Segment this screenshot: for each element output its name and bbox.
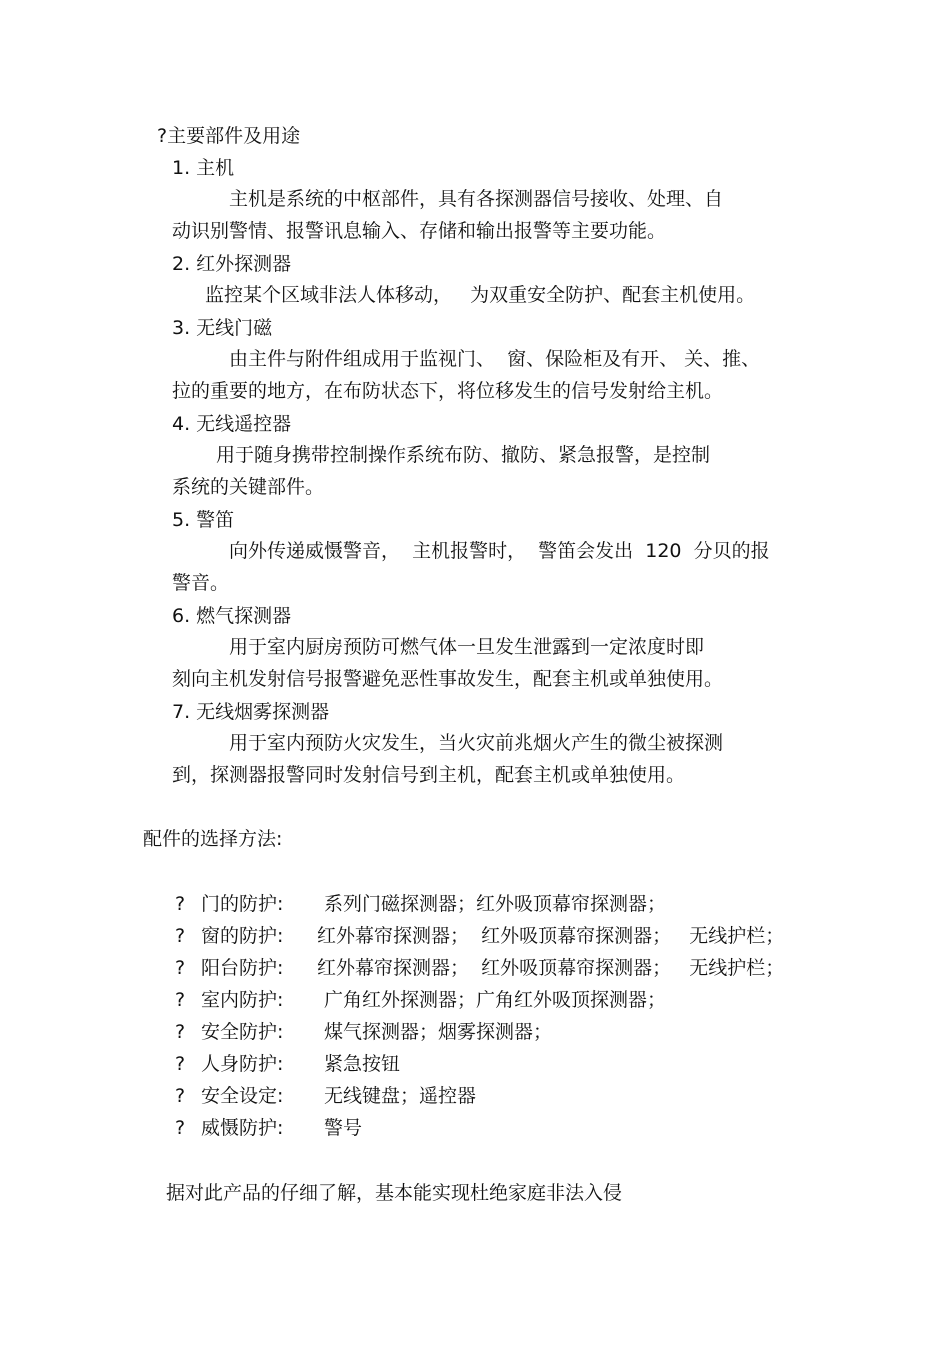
component-heading: 6. 燃气探测器 <box>172 605 292 627</box>
component-desc: 刻向主机发射信号报警避免恶性事故发生，配套主机或单独使用。 <box>172 668 724 690</box>
accessory-value: 煤气探测器；烟雾探测器； <box>324 1021 553 1043</box>
component-heading: 7. 无线烟雾探测器 <box>172 701 330 723</box>
accessory-label: 安全防护: <box>201 1021 284 1043</box>
accessory-label: 威慑防护: <box>201 1117 284 1139</box>
component-desc: 向外传递威慑警音， 主机报警时， 警笛会发出 120 分贝的报 <box>229 540 770 562</box>
component-desc: 系统的关键部件。 <box>172 476 325 498</box>
component-desc: 用于随身携带控制操作系统布防、撤防、紧急报警，是控制 <box>216 444 711 466</box>
component-desc: 监控某个区域非法人体移动， 为双重安全防护、配套主机使用。 <box>205 284 756 306</box>
bullet-mark: ? <box>175 1021 186 1043</box>
accessory-value: 广角红外探测器；广角红外吸顶探测器； <box>324 989 667 1011</box>
component-heading: 3. 无线门磁 <box>172 317 273 339</box>
component-desc: 拉的重要的地方，在布防状态下，将位移发生的信号发射给主机。 <box>172 380 724 402</box>
bullet-mark: ? <box>175 893 186 915</box>
accessory-label: 人身防护: <box>201 1053 284 1075</box>
accessory-value: 紧急按钮 <box>324 1053 401 1075</box>
accessory-value: 系列门磁探测器；红外吸顶幕帘探测器； <box>324 893 667 915</box>
component-desc: 动识别警情、报警讯息输入、存储和输出报警等主要功能。 <box>172 220 667 242</box>
component-heading: 5. 警笛 <box>172 509 235 531</box>
accessory-label: 阳台防护: <box>201 957 284 979</box>
section-title: ?主要部件及用途 <box>157 125 301 147</box>
accessory-label: 门的防护: <box>201 893 284 915</box>
component-heading: 4. 无线遥控器 <box>172 413 292 435</box>
bullet-mark: ? <box>175 1085 186 1107</box>
accessory-label: 窗的防护: <box>201 925 284 947</box>
component-desc: 用于室内厨房预防可燃气体一旦发生泄露到一定浓度时即 <box>229 636 705 658</box>
bullet-mark: ? <box>175 1053 186 1075</box>
component-desc: 由主件与附件组成用于监视门、 窗、保险柜及有开、 关、推、 <box>229 348 761 370</box>
accessory-value: 红外幕帘探测器； 红外吸顶幕帘探测器； 无线护栏； <box>317 957 785 979</box>
bullet-mark: ? <box>175 957 186 979</box>
bullet-mark: ? <box>175 989 186 1011</box>
conclusion-text: 据对此产品的仔细了解，基本能实现杜绝家庭非法入侵 <box>166 1182 623 1204</box>
accessory-value: 警号 <box>324 1117 363 1139</box>
accessory-label: 室内防护: <box>201 989 284 1011</box>
accessories-title: 配件的选择方法: <box>143 828 283 850</box>
component-heading: 2. 红外探测器 <box>172 253 292 275</box>
component-desc: 警音。 <box>172 572 230 594</box>
component-desc: 主机是系统的中枢部件，具有各探测器信号接收、处理、自 <box>229 188 724 210</box>
component-desc: 用于室内预防火灾发生，当火灾前兆烟火产生的微尘被探测 <box>229 732 724 754</box>
accessory-label: 安全设定: <box>201 1085 284 1107</box>
component-heading: 1. 主机 <box>172 157 235 179</box>
accessory-value: 无线键盘；遥控器 <box>324 1085 477 1107</box>
component-desc: 到，探测器报警同时发射信号到主机，配套主机或单独使用。 <box>172 764 686 786</box>
bullet-mark: ? <box>175 925 186 947</box>
accessory-value: 红外幕帘探测器； 红外吸顶幕帘探测器； 无线护栏； <box>317 925 785 947</box>
bullet-mark: ? <box>175 1117 186 1139</box>
